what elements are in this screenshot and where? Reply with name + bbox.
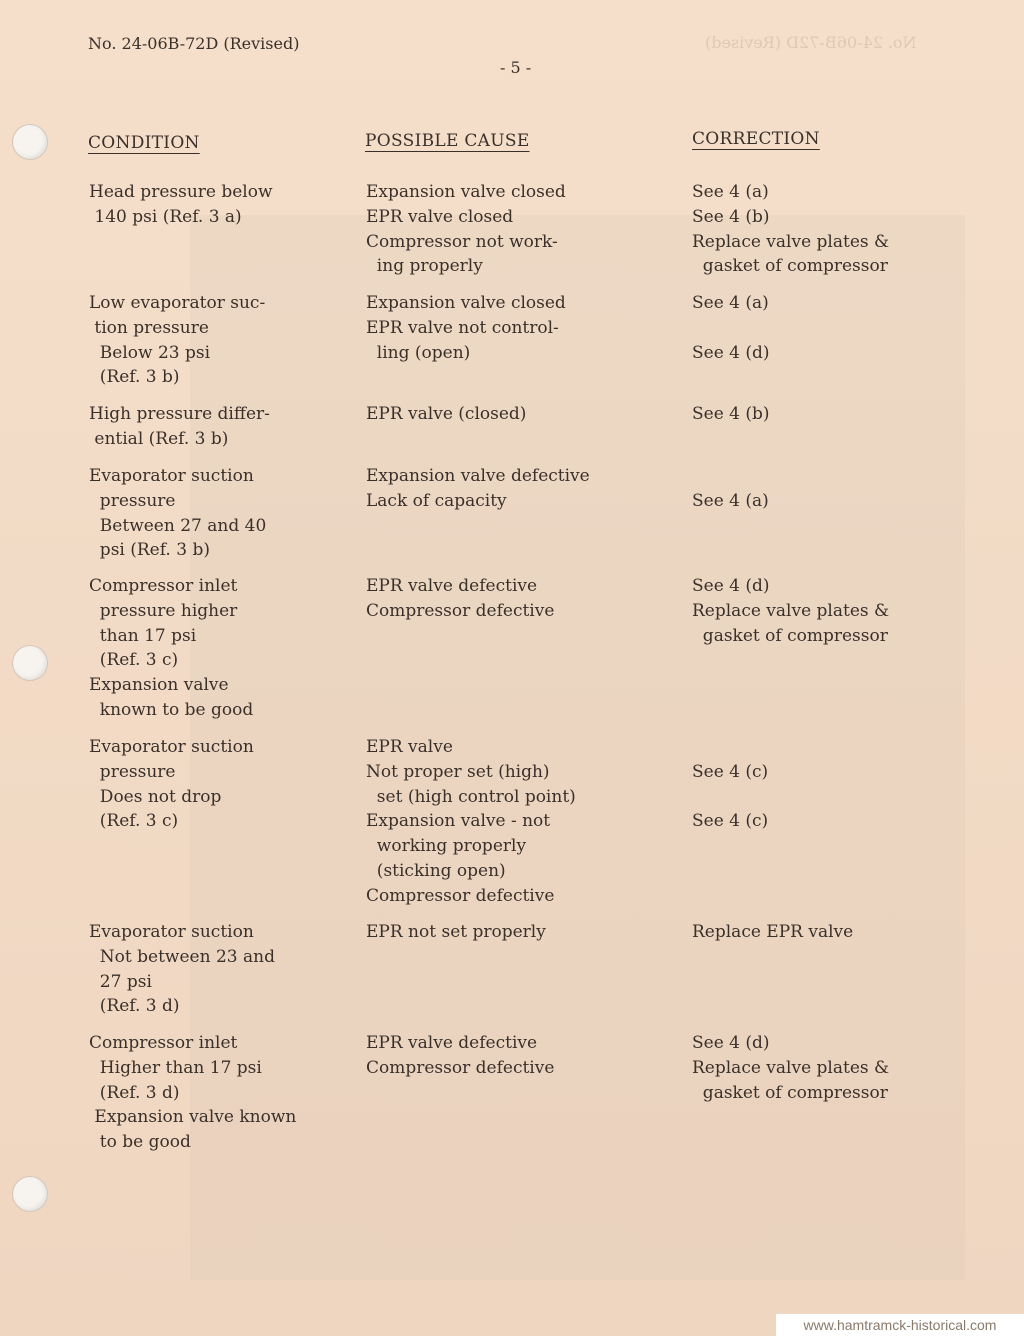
cell-line: gasket of compressor [692,1082,888,1103]
cell-line: Expansion valve [89,675,229,696]
cell-line: psi (Ref. 3 b) [89,540,210,561]
correction-cell [692,574,889,648]
cell-line: Does not drop [89,786,222,807]
cause-cell [366,402,526,427]
correction-cell [692,464,769,514]
cell-line: EPR valve defective [366,1033,538,1053]
cell-line: 140 psi (Ref. 3 a) [89,206,242,227]
cell-line: (Ref. 3 d) [89,996,180,1017]
cell-line: (sticking open) [366,860,506,881]
cause-cell [366,180,566,279]
punch-hole-top [12,124,48,160]
cause-cell [366,1031,554,1081]
cell-line: EPR not set properly [366,922,546,942]
cause-cell [366,574,554,624]
cause-cell [366,920,546,945]
cell-line: See 4 (d) [692,342,770,363]
cell-line: See 4 (c) [692,811,769,832]
cell-line: Head pressure below [89,182,273,202]
cell-line: 27 psi [89,971,152,992]
cell-line: Expansion valve closed [366,293,566,313]
cell-line: ential (Ref. 3 b) [89,428,229,449]
cell-line: pressure higher [89,600,238,621]
cell-line [692,316,770,341]
cell-line: See 4 (c) [692,761,769,782]
correction-cell [692,1031,889,1105]
cell-line: See 4 (a) [692,490,769,511]
page-number: - 5 - [500,58,532,77]
correction-column-header: CORRECTION [692,129,820,149]
cell-line: Expansion valve closed [366,182,566,202]
cell-line: (Ref. 3 c) [89,650,179,671]
cell-line: Compressor defective [366,1057,555,1078]
correction-cell [692,920,853,945]
correction-cell [692,735,768,834]
cell-line [692,464,769,489]
website-watermark: www.hamtramck-historical.com [776,1314,1024,1336]
condition-cell [89,920,275,1019]
cell-line: See 4 (d) [692,576,770,596]
cause-cell [366,291,566,365]
cell-line: set (high control point) [366,786,576,807]
cause-cell [366,464,590,514]
condition-cell [89,1031,296,1155]
cell-line: to be good [89,1132,191,1153]
cell-line: Replace valve plates & [692,231,890,252]
cell-line: Higher than 17 psi [89,1057,262,1078]
cell-line: Between 27 and 40 [89,515,267,536]
correction-cell [692,180,889,279]
cell-line: Low evaporator suc- [89,293,266,313]
cell-line: Lack of capacity [366,490,507,511]
cell-line: ling (open) [366,342,471,363]
cell-line: pressure [89,761,176,782]
cell-line: EPR valve closed [366,206,514,227]
cell-line: (Ref. 3 d) [89,1082,180,1103]
cell-line: Replace valve plates & [692,600,890,621]
cell-line: known to be good [89,699,254,720]
correction-cell [692,402,770,427]
bleed-through-shading [190,215,965,1280]
cell-line: EPR valve defective [366,576,538,596]
cell-line: Compressor inlet [89,576,238,596]
cell-line: See 4 (b) [692,206,770,227]
bleed-through-header: No. 24-06B-72D (Revised) [705,33,917,52]
cell-line: Compressor defective [366,600,555,621]
cell-line: Below 23 psi [89,342,211,363]
document-number: No. 24-06B-72D (Revised) [88,34,300,53]
cell-line: High pressure differ- [89,404,270,424]
correction-cell [692,291,770,365]
cell-line: (Ref. 3 b) [89,367,180,388]
cell-line [692,785,768,810]
condition-cell [89,574,253,723]
cell-line: tion pressure [89,317,209,338]
punch-hole-middle [12,645,48,681]
cell-line: than 17 psi [89,625,197,646]
cell-line: EPR valve not control- [366,317,559,338]
cell-line: See 4 (a) [692,293,769,313]
cell-line: See 4 (d) [692,1033,770,1053]
cause-cell [366,735,576,909]
cell-line: (Ref. 3 c) [89,811,179,832]
condition-cell [89,180,273,230]
cell-line: ing properly [366,256,483,277]
cell-line: pressure [89,490,176,511]
cell-line: Compressor defective [366,885,555,906]
cell-line: Replace EPR valve [692,922,854,942]
cell-line: Compressor inlet [89,1033,238,1053]
cell-line: See 4 (b) [692,404,770,424]
condition-cell [89,291,265,390]
possible-cause-column-header: POSSIBLE CAUSE [365,131,530,151]
cell-line: Not between 23 and [89,946,275,967]
cell-line: EPR valve [366,737,453,757]
punch-hole-bottom [12,1176,48,1212]
cell-line: Expansion valve - not [366,811,551,832]
cell-line: Evaporator suction [89,922,254,942]
condition-cell [89,402,270,452]
cell-line [692,735,768,760]
cell-line: Evaporator suction [89,466,254,486]
cell-line: Compressor not work- [366,231,558,252]
cell-line: Not proper set (high) [366,761,550,782]
condition-cell [89,735,254,834]
cell-line: Replace valve plates & [692,1057,890,1078]
condition-column-header: CONDITION [88,133,200,153]
condition-cell [89,464,266,563]
cell-line: gasket of compressor [692,625,888,646]
cell-line: Expansion valve known [89,1107,297,1128]
cell-line: See 4 (a) [692,182,769,202]
cell-line: Evaporator suction [89,737,254,757]
cell-line: Expansion valve defective [366,466,590,486]
cell-line: working properly [366,836,527,857]
cell-line: EPR valve (closed) [366,404,527,424]
cell-line: gasket of compressor [692,256,888,277]
